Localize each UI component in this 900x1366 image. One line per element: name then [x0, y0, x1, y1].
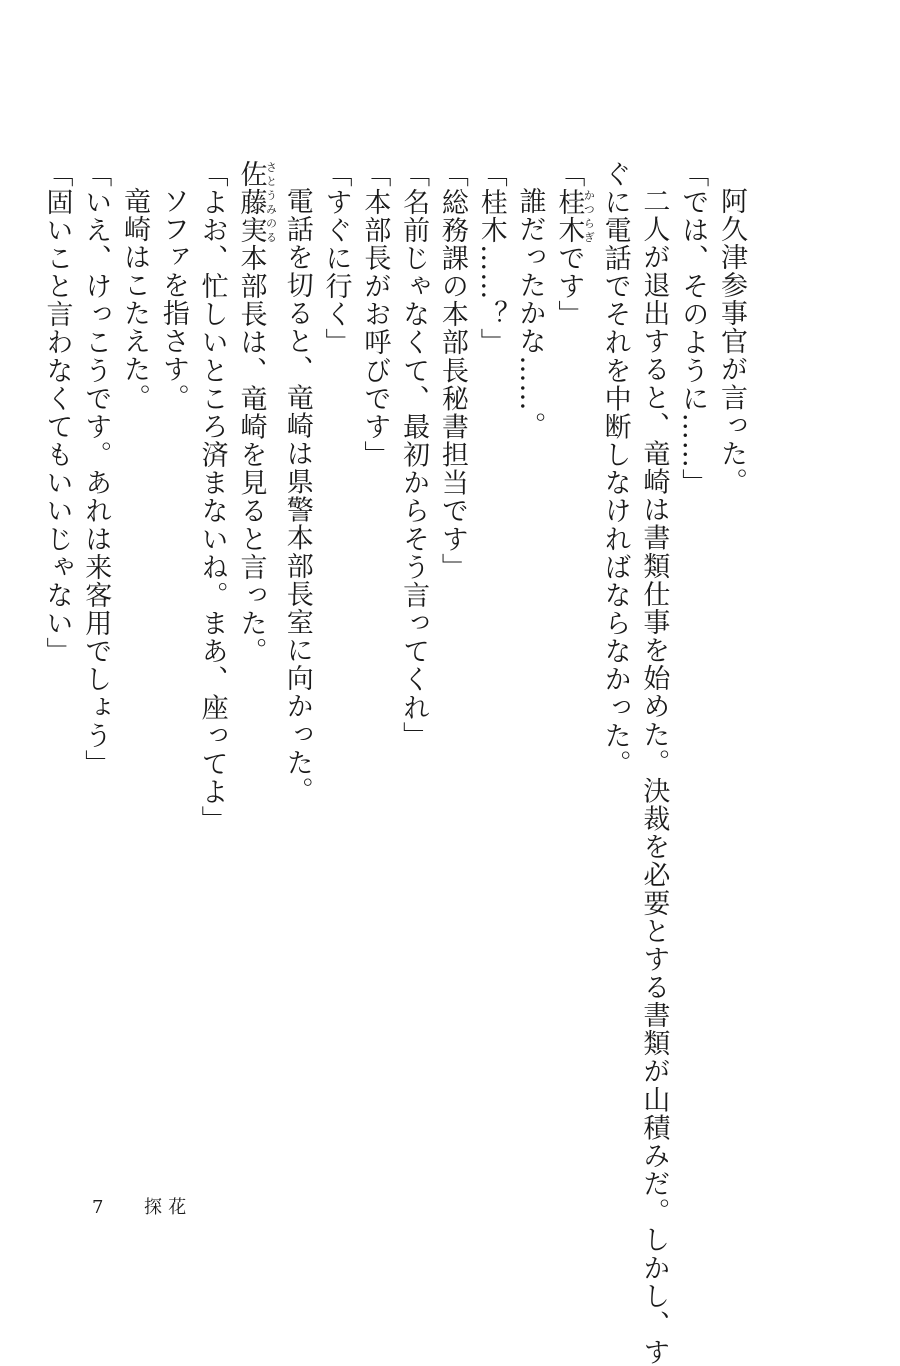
text-line: 電話を切ると、竜崎は県警本部長室に向かった。 [281, 187, 313, 805]
text-line: 「桂木……？」 [475, 160, 507, 357]
furigana: さとうみのる [264, 160, 278, 245]
ruby-base: 佐藤実 [235, 160, 267, 245]
text-line: 「よお、忙しいところ済まないね。まあ、座ってよ」 [196, 160, 228, 834]
text-line: 「名前じゃなくて、最初からそう言ってくれ」 [398, 160, 430, 750]
text-line: 「総務課の本部長秘書担当です」 [436, 160, 468, 582]
ruby-word [553, 188, 596, 245]
furigana: かつらぎ [582, 188, 596, 245]
text-line: 「では、そのように……」 [677, 160, 709, 497]
text-fragment: 「 [553, 160, 585, 189]
text-line: 「本部長がお呼びです」 [359, 160, 391, 469]
text-line: 阿久津参事官が言った。 [716, 187, 747, 496]
text-fragment: です」 [553, 244, 585, 329]
text-line: 二人が退出すると、竜崎は書類仕事を始めた。決裁を必要とする書類が山積みだ。しかし、す [638, 187, 670, 1366]
text-fragment: 本部長は、竜崎を見ると言った。 [235, 244, 267, 666]
text-line [549, 160, 595, 1160]
text-line: ソファを指さす。 [157, 187, 189, 412]
page-footer [92, 1193, 193, 1219]
text-line: 「固いこと言わなくてもいいじゃない」 [41, 160, 73, 666]
ruby-base: 桂木 [553, 188, 585, 245]
ruby-word [235, 160, 278, 245]
text-line: 「いえ、けっこうです。あれは来客用でしょう」 [80, 160, 112, 778]
text-line [231, 160, 277, 1160]
running-head: 探花 [144, 1197, 193, 1218]
text-line: 竜崎はこたえた。 [119, 187, 151, 412]
text-line: 誰だったかな……。 [514, 187, 546, 440]
page-number: 7 [92, 1197, 104, 1218]
text-line: 「すぐに行く」 [320, 160, 352, 357]
text-line: ぐに電話でそれを中断しなければならなかった。 [599, 160, 631, 778]
